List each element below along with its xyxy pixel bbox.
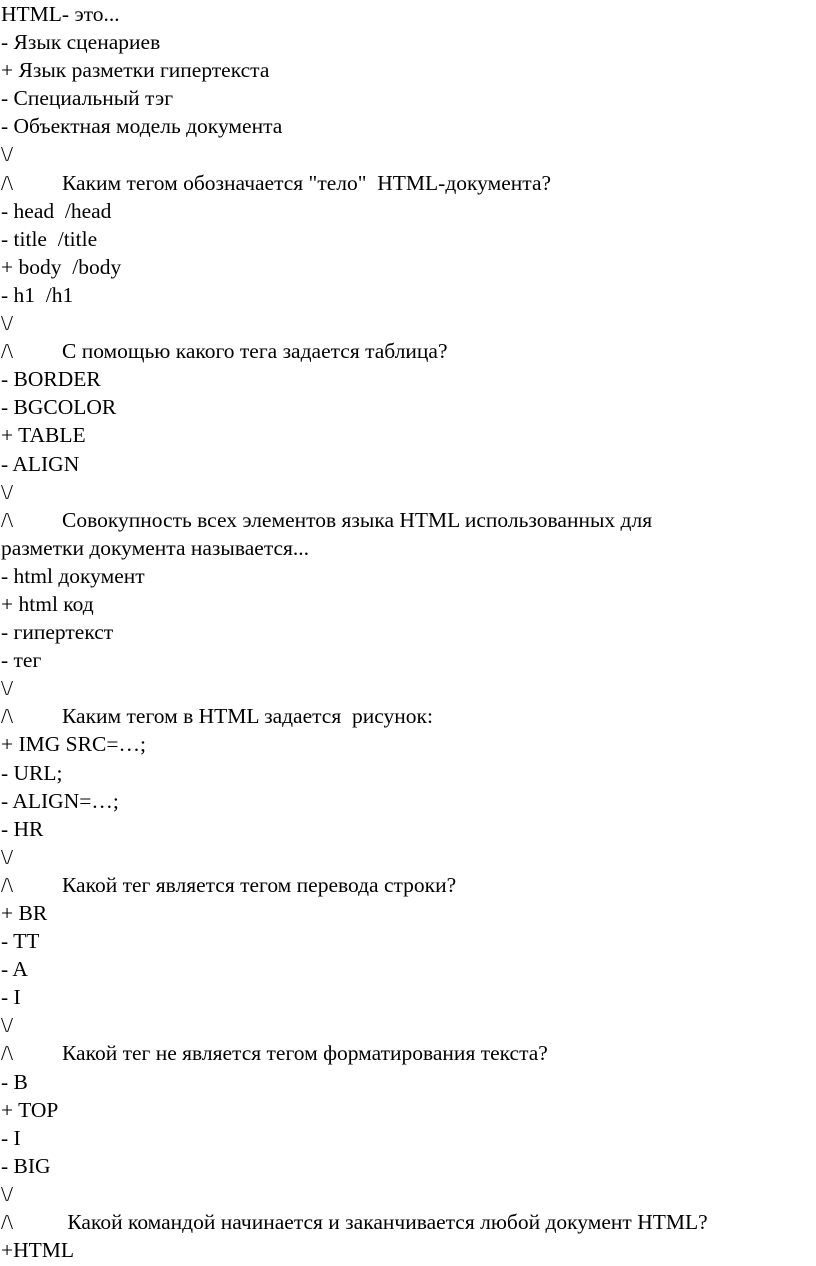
- question-marker: /\: [1, 1210, 13, 1235]
- answer-option-line: - гипертекст: [1, 620, 114, 645]
- question-marker: /\: [1, 339, 13, 364]
- answer-option-line: - title /title: [1, 226, 98, 251]
- correct-answer-line: + IMG SRC=…;: [1, 732, 146, 757]
- answer-option-line: - Объектная модель документа: [1, 114, 283, 139]
- answer-option-line: - BORDER: [1, 367, 101, 392]
- text-line: разметки документа называется...: [1, 535, 310, 560]
- answer-option-line: - BIG: [1, 1153, 51, 1178]
- question-marker: /\: [1, 507, 13, 532]
- answer-option-line: - HR: [1, 816, 44, 841]
- question-text: Какой тег является тегом перевода строки?: [62, 872, 457, 897]
- answer-option-line: - I: [1, 1125, 21, 1150]
- separator-marker: \/: [1, 479, 13, 504]
- question-text: Какой командой начинается и заканчивается любой документ HTML?: [62, 1210, 708, 1235]
- question-line: [1, 1208, 816, 1236]
- question-line: [1, 169, 816, 197]
- question-marker: /\: [1, 704, 13, 729]
- question-text: Каким тегом в HTML задается рисунок:: [62, 704, 433, 729]
- correct-answer-line: + TABLE: [1, 423, 86, 448]
- question-text: Какой тег не является тегом форматирования текста?: [62, 1041, 548, 1066]
- correct-answer-line: + TOP: [1, 1097, 59, 1122]
- answer-option-line: - BGCOLOR: [1, 395, 117, 420]
- question-marker: /\: [1, 170, 13, 195]
- document-body: [1, 0, 816, 1264]
- answer-option-line: - URL;: [1, 760, 63, 785]
- answer-option-line: - A: [1, 957, 28, 982]
- question-text: Каким тегом обозначается "тело" HTML-документа?: [62, 170, 552, 195]
- separator-marker: \/: [1, 844, 13, 869]
- question-text: С помощью какого тега задается таблица?: [62, 339, 448, 364]
- answer-option-line: - html документ: [1, 563, 145, 588]
- correct-answer-line: + Язык разметки гипертекста: [1, 58, 270, 83]
- question-line: [1, 337, 816, 365]
- separator-marker: \/: [1, 676, 13, 701]
- answer-option-line: - ALIGN=…;: [1, 788, 119, 813]
- answer-option-line: - тег: [1, 648, 42, 673]
- correct-answer-line: + BR: [1, 901, 48, 925]
- separator-marker: \/: [1, 1013, 13, 1038]
- question-marker: /\: [1, 1041, 13, 1066]
- question-text: Совокупность всех элементов языка HTML использованных для: [62, 507, 653, 532]
- question-line: [1, 1039, 816, 1067]
- answer-option-line: - TT: [1, 929, 40, 954]
- answer-option-line: - B: [1, 1069, 28, 1094]
- answer-option-line: - h1 /h1: [1, 282, 74, 307]
- separator-marker: \/: [1, 1181, 13, 1206]
- question-line: [1, 506, 816, 534]
- question-line: [1, 702, 816, 730]
- correct-answer-line: + body /body: [1, 254, 122, 279]
- answer-option-line: - Специальный тэг: [1, 86, 174, 111]
- answer-option-line: - ALIGN: [1, 451, 80, 476]
- separator-marker: \/: [1, 142, 13, 167]
- answer-option-line: - head /head: [1, 198, 112, 223]
- correct-answer-line: + html код: [1, 591, 94, 616]
- answer-option-line: - Язык сценариев: [1, 30, 161, 55]
- question-marker: /\: [1, 872, 13, 897]
- separator-marker: \/: [1, 311, 13, 336]
- text-line: HTML- это...: [1, 2, 120, 26]
- correct-answer-line: +HTML: [1, 1238, 75, 1263]
- question-line: [1, 871, 816, 899]
- answer-option-line: - I: [1, 985, 21, 1010]
